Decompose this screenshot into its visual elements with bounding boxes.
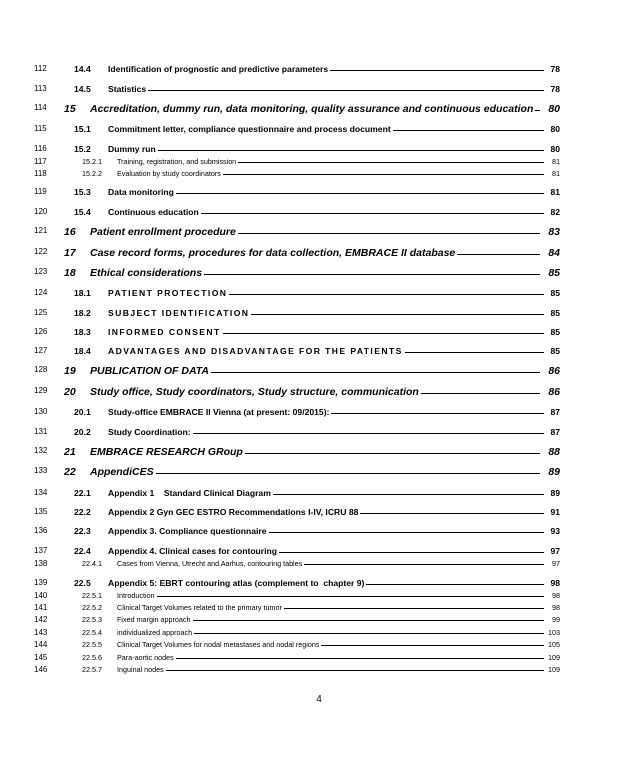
line-number: 130 [34, 407, 48, 416]
page-ref: 97 [550, 546, 560, 556]
section-title: Study-office EMBRACE II Vienna (at present: 09/2015): [108, 407, 330, 417]
dot-leader [331, 413, 544, 414]
line-number: 146 [34, 665, 48, 674]
line-number: 128 [34, 365, 48, 374]
section-title: Study office, Study coordinators, Study structure, communication [90, 386, 419, 398]
dot-leader [201, 213, 544, 214]
section-number: 22.5.1 [82, 591, 102, 600]
line-number: 118 [34, 169, 47, 178]
section-number: 20 [64, 386, 76, 398]
dot-leader [366, 584, 544, 585]
dot-leader [193, 433, 544, 434]
section-title: Evaluation by study coordinators [117, 169, 221, 178]
page-ref: 109 [548, 653, 560, 662]
toc-entry-content [82, 615, 560, 624]
page-ref: 81 [550, 187, 560, 197]
section-number: 22 [64, 466, 76, 478]
dot-leader [223, 174, 544, 175]
line-number: 126 [34, 327, 48, 336]
toc-entry-content [64, 267, 560, 279]
line-number: 120 [34, 207, 48, 216]
section-title: Appendix 2 Gyn GEC ESTRO Recommendations I-IV, ICRU 88 [108, 507, 359, 517]
section-number: 22.1 [74, 488, 91, 498]
section-number: 20.2 [74, 427, 91, 437]
page-ref: 89 [550, 488, 560, 498]
page-ref: 80 [550, 124, 560, 134]
dot-leader [535, 110, 540, 111]
toc-entry-content [74, 64, 560, 74]
section-title: Case record forms, procedures for data collection, EMBRACE II database [90, 247, 456, 259]
section-number: 22.2 [74, 507, 91, 517]
section-number: 22.5.4 [82, 628, 102, 637]
dot-leader [176, 658, 544, 659]
line-number: 143 [34, 628, 48, 637]
dot-leader [223, 333, 544, 334]
page-ref: 87 [550, 407, 560, 417]
section-number: 22.5.3 [82, 615, 102, 624]
line-number: 119 [34, 187, 47, 196]
section-number: 22.5.5 [82, 640, 102, 649]
page-ref: 81 [552, 169, 560, 178]
dot-leader [238, 233, 540, 234]
page-ref: 80 [550, 144, 560, 154]
section-title: Appendix 1 Standard Clinical Diagram [108, 488, 271, 498]
section-title: Identification of prognostic and predictive parameters [108, 64, 329, 74]
toc-entry-content [64, 386, 560, 398]
toc-entry-content [82, 169, 560, 178]
line-number: 113 [34, 84, 47, 93]
line-number: 138 [34, 559, 48, 568]
section-number: 22.4.1 [82, 559, 102, 568]
toc-entry-content [82, 559, 560, 568]
line-number: 145 [34, 653, 48, 662]
line-number: 136 [34, 526, 48, 535]
section-title: PUBLICATION OF DATA [90, 365, 209, 377]
dot-leader [166, 670, 544, 671]
section-number: 20.1 [74, 407, 91, 417]
page-ref: 86 [548, 386, 560, 398]
section-number: 19 [64, 365, 76, 377]
toc-entry-content [82, 640, 560, 649]
section-number: 17 [64, 247, 76, 259]
page-ref: 93 [550, 526, 560, 536]
page-ref: 98 [552, 591, 560, 600]
line-number: 134 [34, 488, 48, 497]
toc-entry-content [64, 466, 560, 478]
dot-leader [176, 193, 544, 194]
section-title: individualized approach [117, 628, 193, 637]
section-number: 22.4 [74, 546, 91, 556]
line-number: 141 [34, 603, 48, 612]
dot-leader [211, 372, 540, 373]
toc-entry-content [64, 226, 560, 238]
section-title: Clinical Target Volumes related to the primary tumor [117, 603, 282, 612]
line-number: 142 [34, 615, 48, 624]
section-title: PATIENT PROTECTION [108, 288, 228, 298]
page-ref: 85 [548, 267, 560, 279]
dot-leader [156, 473, 540, 474]
dot-leader [204, 274, 540, 275]
section-number: 15.4 [74, 207, 91, 217]
toc-entry-content [64, 365, 560, 377]
section-number: 14.4 [74, 64, 91, 74]
page-ref: 103 [548, 628, 560, 637]
section-number: 15.1 [74, 124, 91, 134]
section-title: Study Coordination: [108, 427, 191, 437]
section-title: Appendix 5: EBRT contouring atlas (complement to chapter 9) [108, 578, 365, 588]
dot-leader [360, 513, 544, 514]
line-number: 116 [34, 144, 47, 153]
page-number: 4 [316, 694, 322, 705]
page-ref: 87 [550, 427, 560, 437]
toc-entry-content [74, 346, 560, 356]
section-title: Fixed margin approach [117, 615, 191, 624]
toc-entry-content [74, 427, 560, 437]
section-title: EMBRACE RESEARCH GRoup [90, 446, 243, 458]
line-number: 122 [34, 247, 48, 256]
dot-leader [421, 393, 540, 394]
dot-leader [157, 596, 544, 597]
section-number: 18 [64, 267, 76, 279]
section-title: Introduction [117, 591, 155, 600]
toc-entry-content [82, 628, 560, 637]
page-ref: 85 [550, 288, 560, 298]
dot-leader [158, 150, 544, 151]
line-number: 129 [34, 386, 48, 395]
section-title: Data monitoring [108, 187, 174, 197]
page-ref: 78 [550, 84, 560, 94]
page-ref: 84 [548, 247, 560, 259]
section-title: Ethical considerations [90, 267, 203, 279]
section-title: Training, registration, and submission [117, 157, 237, 166]
line-number: 123 [34, 267, 48, 276]
dot-leader [284, 608, 544, 609]
toc-entry-content [82, 591, 560, 600]
toc-entry-content [74, 507, 560, 517]
page-ref: 81 [552, 157, 560, 166]
section-title: Appendix 3. Compliance questionnaire [108, 526, 267, 536]
line-number: 124 [34, 288, 48, 297]
page-ref: 98 [550, 578, 560, 588]
page-ref: 82 [550, 207, 560, 217]
toc-entry-content [74, 308, 560, 318]
page-ref: 83 [548, 226, 560, 238]
section-number: 15.2.1 [82, 157, 102, 166]
toc-entry-content [64, 103, 560, 115]
toc-entry-content [74, 327, 560, 337]
page-ref: 85 [550, 327, 560, 337]
page-ref: 88 [548, 446, 560, 458]
dot-leader [245, 453, 540, 454]
section-title: Cases from Vienna, Utrecht and Aarhus, contouring tables [117, 559, 303, 568]
dot-leader [279, 552, 544, 553]
dot-leader [330, 70, 544, 71]
section-number: 18.1 [74, 288, 91, 298]
line-number: 137 [34, 546, 48, 555]
section-number: 22.5 [74, 578, 91, 588]
dot-leader [194, 633, 544, 634]
dot-leader [229, 294, 544, 295]
dot-leader [393, 130, 544, 131]
toc-entry-content [74, 526, 560, 536]
section-title: Para-aortic nodes [117, 653, 174, 662]
section-title: Patient enrollment procedure [90, 226, 236, 238]
line-number: 135 [34, 507, 48, 516]
dot-leader [193, 620, 544, 621]
section-title: Statistics [108, 84, 147, 94]
section-number: 15.3 [74, 187, 91, 197]
toc-entry-content [64, 446, 560, 458]
section-number: 22.5.7 [82, 665, 102, 674]
page-ref: 99 [552, 615, 560, 624]
line-number: 125 [34, 308, 48, 317]
line-number: 132 [34, 446, 48, 455]
dot-leader [405, 352, 544, 353]
dot-leader [238, 162, 544, 163]
page-ref: 91 [550, 507, 560, 517]
line-number: 112 [34, 64, 47, 73]
line-number: 144 [34, 640, 48, 649]
section-number: 18.3 [74, 327, 91, 337]
dot-leader [304, 564, 544, 565]
toc-entry-content [74, 84, 560, 94]
toc-entry-content [82, 157, 560, 166]
toc-entry-content [74, 144, 560, 154]
page-ref: 80 [548, 103, 560, 115]
toc-entry-content [74, 124, 560, 134]
section-number: 21 [64, 446, 76, 458]
line-number: 131 [34, 427, 48, 436]
section-title: Accreditation, dummy run, data monitoring, quality assurance and continuous education [90, 103, 534, 115]
dot-leader [269, 532, 544, 533]
page-ref: 85 [550, 346, 560, 356]
section-title: AppendiCES [90, 466, 154, 478]
toc-entry-content [82, 665, 560, 674]
page-ref: 97 [552, 559, 560, 568]
page-ref: 98 [552, 603, 560, 612]
toc-entry-content [82, 653, 560, 662]
section-number: 14.5 [74, 84, 91, 94]
line-number: 114 [34, 103, 47, 112]
section-title: SUBJECT IDENTIFICATION [108, 308, 250, 318]
toc-entry-content [82, 603, 560, 612]
dot-leader [457, 254, 540, 255]
section-number: 16 [64, 226, 76, 238]
line-number: 139 [34, 578, 48, 587]
page-ref: 86 [548, 365, 560, 377]
dot-leader [251, 314, 544, 315]
section-number: 15.2.2 [82, 169, 102, 178]
section-title: Appendix 4. Clinical cases for contouring [108, 546, 278, 556]
toc-entry-content [74, 207, 560, 217]
section-number: 22.5.2 [82, 603, 102, 612]
section-number: 22.5.6 [82, 653, 102, 662]
toc-entry-content [64, 247, 560, 259]
section-title: INFORMED CONSENT [108, 327, 221, 337]
section-title: Dummy run [108, 144, 156, 154]
toc-entry-content [74, 288, 560, 298]
line-number: 115 [34, 124, 47, 133]
page-ref: 105 [548, 640, 560, 649]
page-ref: 78 [550, 64, 560, 74]
line-number: 140 [34, 591, 48, 600]
page-ref: 85 [550, 308, 560, 318]
page-ref: 89 [548, 466, 560, 478]
page-ref: 109 [548, 665, 560, 674]
section-number: 15 [64, 103, 76, 115]
toc-entry-content [74, 546, 560, 556]
line-number: 121 [34, 226, 48, 235]
dot-leader [321, 645, 544, 646]
dot-leader [148, 90, 544, 91]
section-number: 18.2 [74, 308, 91, 318]
toc-entry-content [74, 187, 560, 197]
line-number: 117 [34, 157, 47, 166]
section-title: ADVANTAGES AND DISADVANTAGE FOR THE PATIENTS [108, 346, 403, 356]
dot-leader [273, 494, 544, 495]
line-number: 133 [34, 466, 48, 475]
toc-entry-content [74, 407, 560, 417]
section-number: 22.3 [74, 526, 91, 536]
section-title: Clinical Target Volumes for nodal metastases and nodal regions [117, 640, 320, 649]
toc-entry-content [74, 578, 560, 588]
section-title: Continuous education [108, 207, 199, 217]
section-number: 18.4 [74, 346, 91, 356]
section-title: Commitment letter, compliance questionnaire and process document [108, 124, 391, 134]
section-title: Inguinal nodes [117, 665, 164, 674]
toc-entry-content [74, 488, 560, 498]
section-number: 15.2 [74, 144, 91, 154]
line-number: 127 [34, 346, 48, 355]
